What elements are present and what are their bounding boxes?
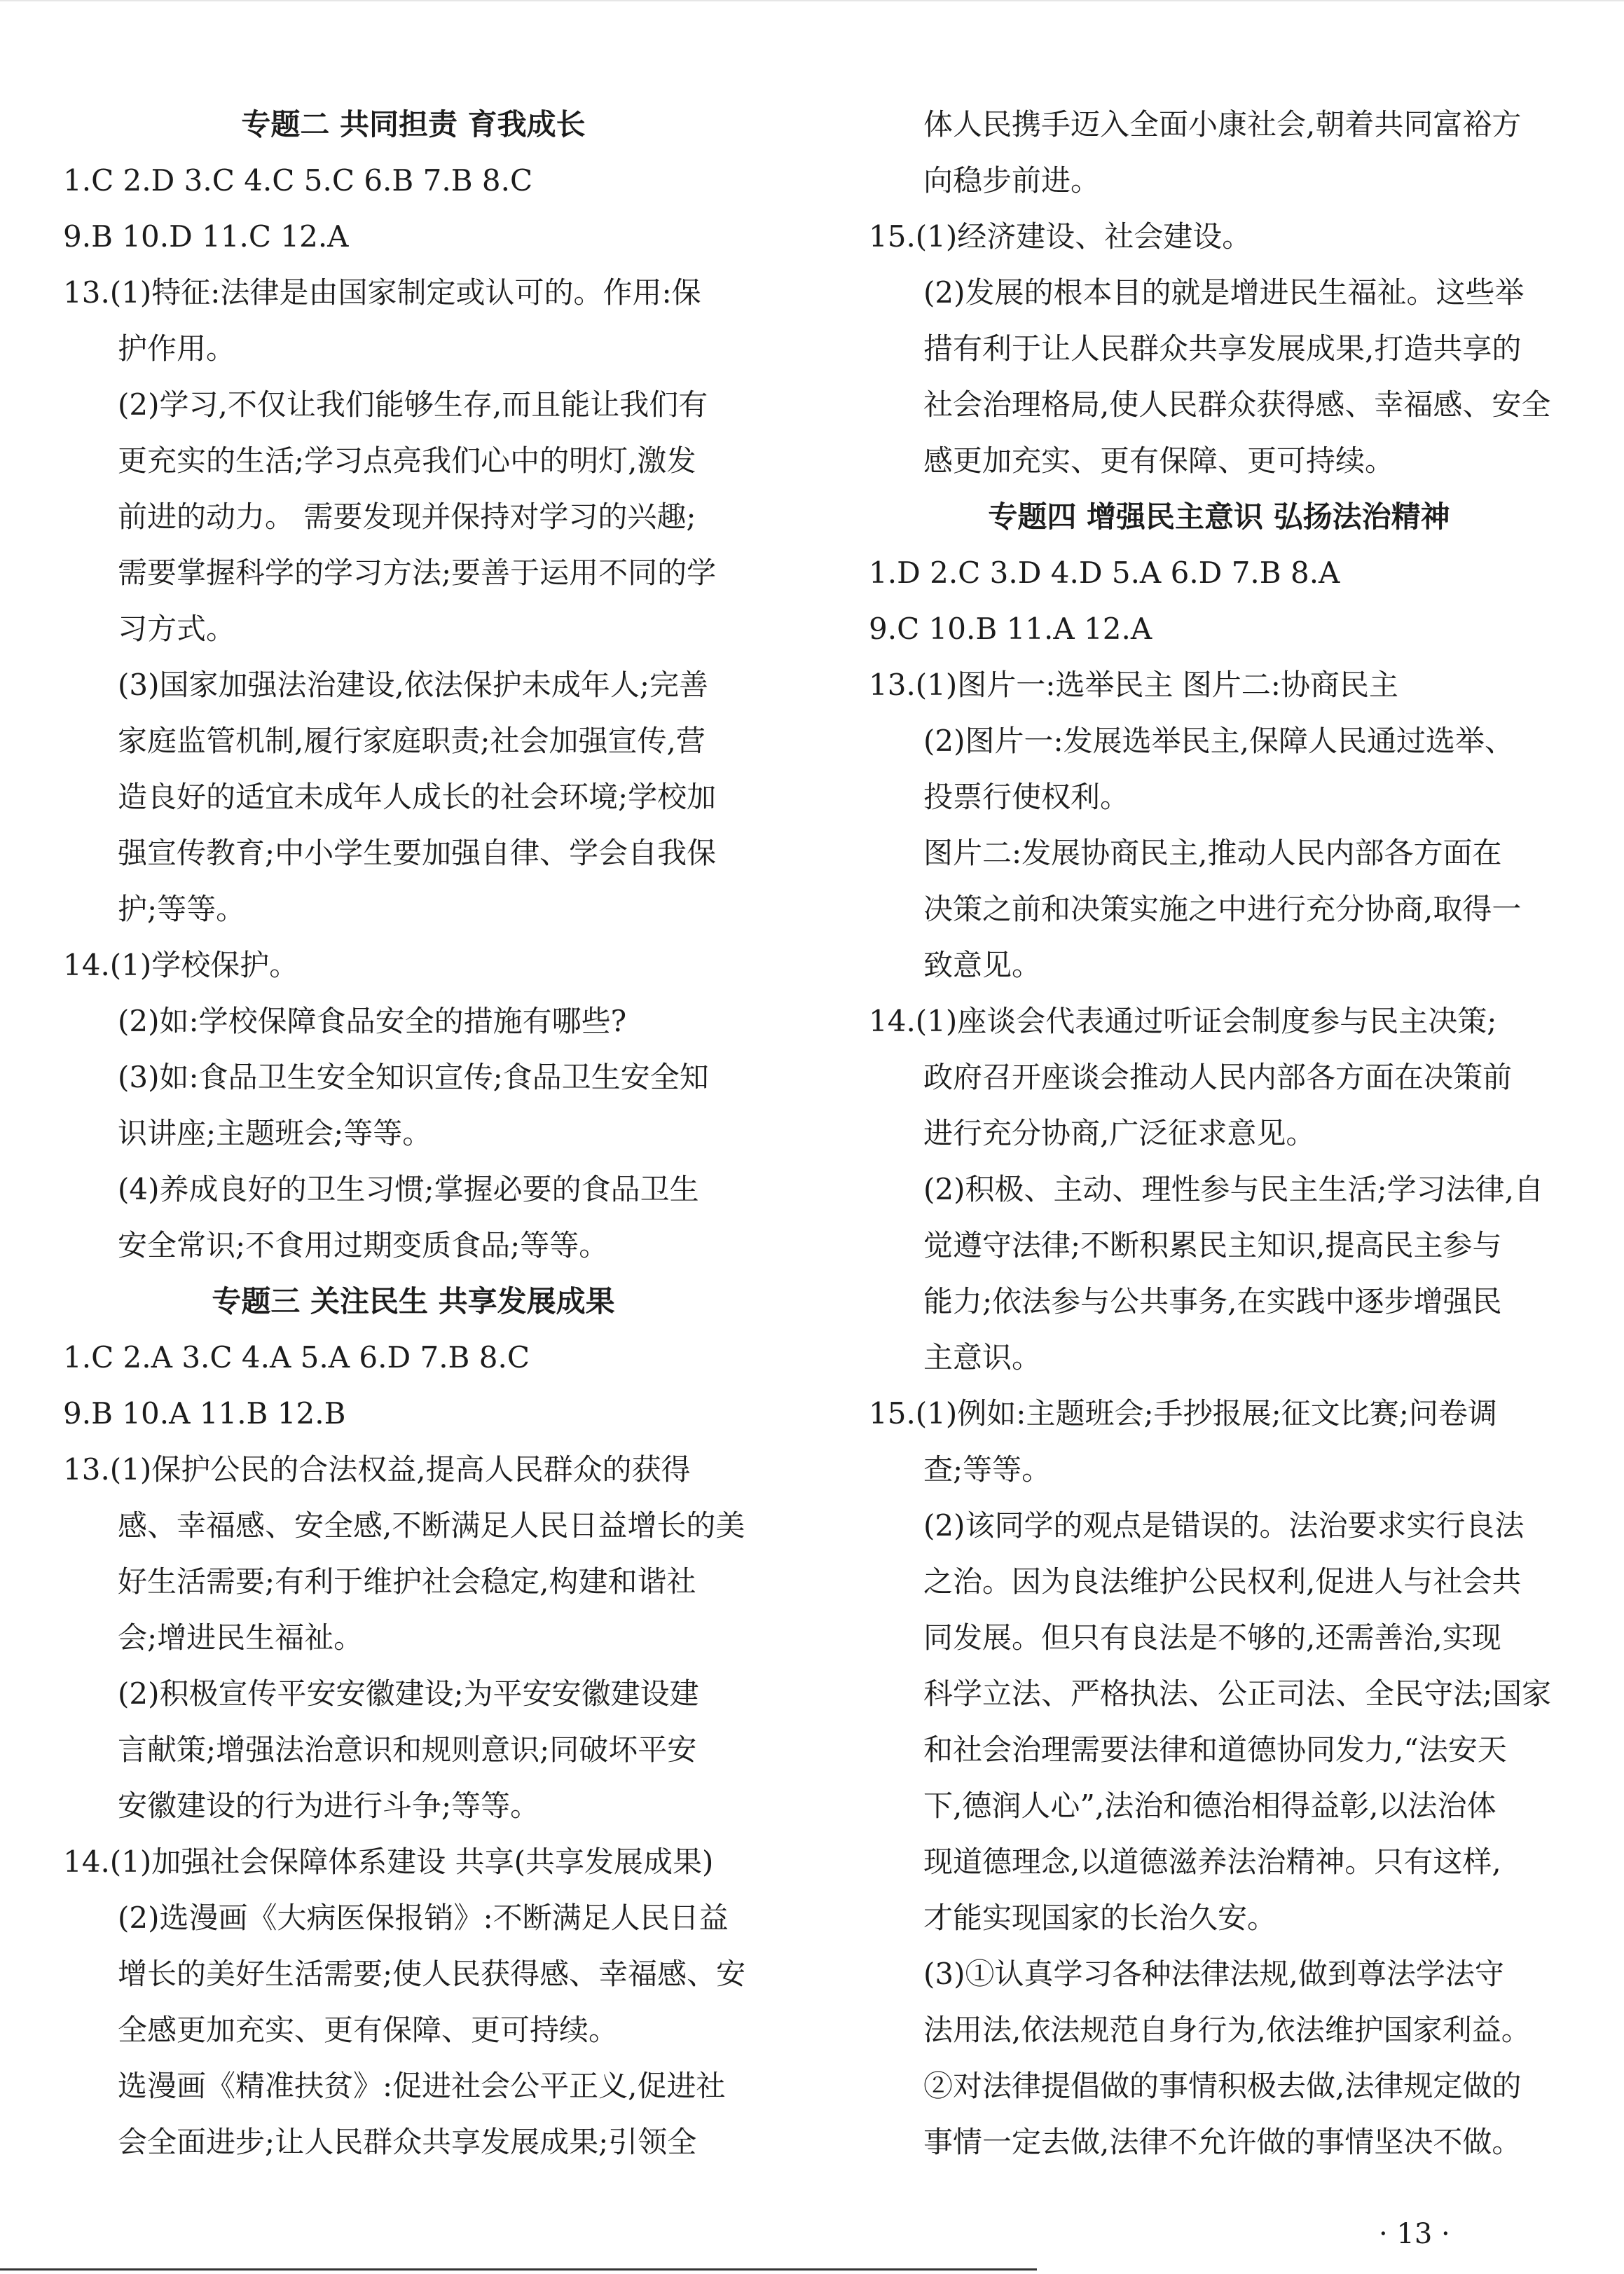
topic4-q13-line: 13.(1)图片一:选举民主 图片二:协商民主 bbox=[869, 668, 1398, 702]
topic4-q13-line: (2)图片一:发展选举民主,保障人民通过选举、 bbox=[923, 724, 1514, 758]
topic4-heading: 专题四 增强民主意识 弘扬法治精神 bbox=[988, 499, 1450, 534]
topic2-q13-line: 护作用。 bbox=[118, 331, 236, 366]
topic4-answers-line1: 1.D 2.C 3.D 4.D 5.A 6.D 7.B 8.A bbox=[869, 556, 1340, 590]
topic4-q15-line: 法用法,依法规范自身行为,依法维护国家利益。 bbox=[923, 2013, 1531, 2047]
topic3-q13-line: 安徽建设的行为进行斗争;等等。 bbox=[118, 1789, 540, 1823]
topic2-answers-line2: 9.B 10.D 11.C 12.A bbox=[63, 219, 349, 254]
topic2-q13-line: (3)国家加强法治建设,依法保护未成年人;完善 bbox=[118, 668, 708, 702]
topic4-answers-line2: 9.C 10.B 11.A 12.A bbox=[869, 612, 1152, 646]
topic2-heading: 专题二 共同担责 育我成长 bbox=[241, 107, 586, 142]
topic3-q15-line: 措有利于让人民群众共享发展成果,打造共享的 bbox=[923, 331, 1522, 366]
topic2-q13-line: 前进的动力。 需要发现并保持对学习的兴趣; bbox=[118, 499, 696, 534]
topic3-q14-line: 增长的美好生活需要;使人民获得感、幸福感、安 bbox=[118, 1957, 746, 1991]
topic4-q14-line: 政府召开座谈会推动人民内部各方面在决策前 bbox=[923, 1060, 1513, 1094]
topic3-heading: 专题三 关注民生 共享发展成果 bbox=[212, 1284, 615, 1318]
page-number: · 13 · bbox=[1379, 2218, 1450, 2250]
topic2-q14-line: 14.(1)学校保护。 bbox=[63, 948, 299, 982]
topic3-answers-line1: 1.C 2.A 3.C 4.A 5.A 6.D 7.B 8.C bbox=[63, 1340, 530, 1374]
topic3-q15-line: (2)发展的根本目的就是增进民生福祉。这些举 bbox=[923, 275, 1525, 310]
topic4-q14-line: 进行充分协商,广泛征求意见。 bbox=[923, 1116, 1316, 1150]
topic4-q15-line: 现道德理念,以道德滋养法治精神。只有这样, bbox=[923, 1845, 1501, 1879]
topic4-q15-line: 科学立法、严格执法、公正司法、全民守法;国家 bbox=[923, 1676, 1552, 1711]
topic4-q15-line: (3)①认真学习各种法律法规,做到尊法学法守 bbox=[923, 1957, 1504, 1991]
topic3-q14-line: 全感更加充实、更有保障、更可持续。 bbox=[118, 2013, 619, 2047]
topic3-q13-line: (2)积极宣传平安安徽建设;为平安安徽建设建 bbox=[118, 1676, 699, 1711]
topic3-q15-line: 感更加充实、更有保障、更可持续。 bbox=[923, 443, 1395, 478]
topic3-q14-line: (2)选漫画《大病医保报销》:不断满足人民日益 bbox=[118, 1901, 729, 1935]
topic4-q15-line: 和社会治理需要法律和道德协同发力,“法安天 bbox=[923, 1732, 1507, 1767]
topic4-q15-line: 同发展。但只有良法是不够的,还需善治,实现 bbox=[923, 1620, 1501, 1655]
topic2-q14-line: (3)如:食品卫生安全知识宣传;食品卫生安全知 bbox=[118, 1060, 709, 1094]
topic3-q13-line: 会;增进民生福祉。 bbox=[118, 1620, 364, 1655]
topic2-q13-line: 习方式。 bbox=[118, 612, 236, 646]
topic3-q14-continuation-line: 体人民携手迈入全面小康社会,朝着共同富裕方 bbox=[923, 107, 1522, 142]
topic4-q15-line: 事情一定去做,法律不允许做的事情坚决不做。 bbox=[923, 2125, 1522, 2159]
topic2-q13-line: 护;等等。 bbox=[118, 892, 246, 926]
topic2-q13-line: 造良好的适宜未成年人成长的社会环境;学校加 bbox=[118, 780, 717, 814]
topic2-q13-line: 更充实的生活;学习点亮我们心中的明灯,激发 bbox=[118, 443, 696, 478]
topic2-q13-line: (2)学习,不仅让我们能够生存,而且能让我们有 bbox=[118, 387, 708, 422]
topic4-q15-line: 15.(1)例如:主题班会;手抄报展;征文比赛;问卷调 bbox=[869, 1396, 1497, 1431]
topic2-q13-line: 强宣传教育;中小学生要加强自律、学会自我保 bbox=[118, 836, 717, 870]
topic4-q15-line: 才能实现国家的长治久安。 bbox=[923, 1901, 1277, 1935]
topic2-q14-line: (2)如:学校保障食品安全的措施有哪些? bbox=[118, 1004, 627, 1038]
topic4-q14-line: 觉遵守法律;不断积累民主知识,提高民主参与 bbox=[923, 1228, 1502, 1262]
topic2-q13-line: 家庭监管机制,履行家庭职责;社会加强宣传,营 bbox=[118, 724, 706, 758]
topic4-q15-line: 下,德润人心”,法治和德治相得益彰,以法治体 bbox=[923, 1789, 1496, 1823]
topic3-q14-line: 选漫画《精准扶贫》:促进社会公平正义,促进社 bbox=[118, 2069, 726, 2103]
topic3-answers-line2: 9.B 10.A 11.B 12.B bbox=[63, 1396, 346, 1431]
topic3-q13-line: 言献策;增强法治意识和规则意识;同破坏平安 bbox=[118, 1732, 697, 1767]
topic2-answers-line1: 1.C 2.D 3.C 4.C 5.C 6.B 7.B 8.C bbox=[63, 163, 533, 198]
topic2-q14-line: (4)养成良好的卫生习惯;掌握必要的食品卫生 bbox=[118, 1172, 699, 1206]
topic4-q15-line: 查;等等。 bbox=[923, 1452, 1052, 1487]
topic4-q13-line: 图片二:发展协商民主,推动人民内部各方面在 bbox=[923, 836, 1502, 870]
topic4-q13-line: 致意见。 bbox=[923, 948, 1042, 982]
topic4-q14-line: 能力;依法参与公共事务,在实践中逐步增强民 bbox=[923, 1284, 1502, 1318]
topic4-q13-line: 决策之前和决策实施之中进行充分协商,取得一 bbox=[923, 892, 1522, 926]
topic4-q14-line: 主意识。 bbox=[923, 1340, 1042, 1374]
topic4-q14-line: 14.(1)座谈会代表通过听证会制度参与民主决策; bbox=[869, 1004, 1497, 1038]
topic2-q14-line: 安全常识;不食用过期变质食品;等等。 bbox=[118, 1228, 609, 1262]
topic3-q14-line: 会全面进步;让人民群众共享发展成果;引领全 bbox=[118, 2125, 697, 2159]
topic4-q14-line: (2)积极、主动、理性参与民主生活;学习法律,自 bbox=[923, 1172, 1543, 1206]
top-edge-line bbox=[0, 0, 1624, 1]
bottom-rule bbox=[0, 2268, 1037, 2270]
topic4-q15-line: ②对法律提倡做的事情积极去做,法律规定做的 bbox=[923, 2069, 1522, 2103]
topic3-q13-line: 13.(1)保护公民的合法权益,提高人民群众的获得 bbox=[63, 1452, 691, 1487]
topic3-q14-line: 14.(1)加强社会保障体系建设 共享(共享发展成果) bbox=[63, 1845, 714, 1879]
topic4-q15-line: 之治。因为良法维护公民权利,促进人与社会共 bbox=[923, 1564, 1522, 1599]
topic4-q15-line: (2)该同学的观点是错误的。法治要求实行良法 bbox=[923, 1508, 1525, 1543]
topic2-q14-line: 识讲座;主题班会;等等。 bbox=[118, 1116, 432, 1150]
topic3-q14-continuation-line: 向稳步前进。 bbox=[923, 163, 1101, 198]
topic3-q13-line: 感、幸福感、安全感,不断满足人民日益增长的美 bbox=[118, 1508, 745, 1543]
topic3-q15-line: 社会治理格局,使人民群众获得感、幸福感、安全 bbox=[923, 387, 1551, 422]
topic2-q13-line: 需要掌握科学的学习方法;要善于运用不同的学 bbox=[118, 556, 717, 590]
topic4-q13-line: 投票行使权利。 bbox=[923, 780, 1130, 814]
topic3-q13-line: 好生活需要;有利于维护社会稳定,构建和谐社 bbox=[118, 1564, 696, 1599]
topic3-q15-line: 15.(1)经济建设、社会建设。 bbox=[869, 219, 1252, 254]
topic2-q13-line: 13.(1)特征:法律是由国家制定或认可的。作用:保 bbox=[63, 275, 701, 310]
